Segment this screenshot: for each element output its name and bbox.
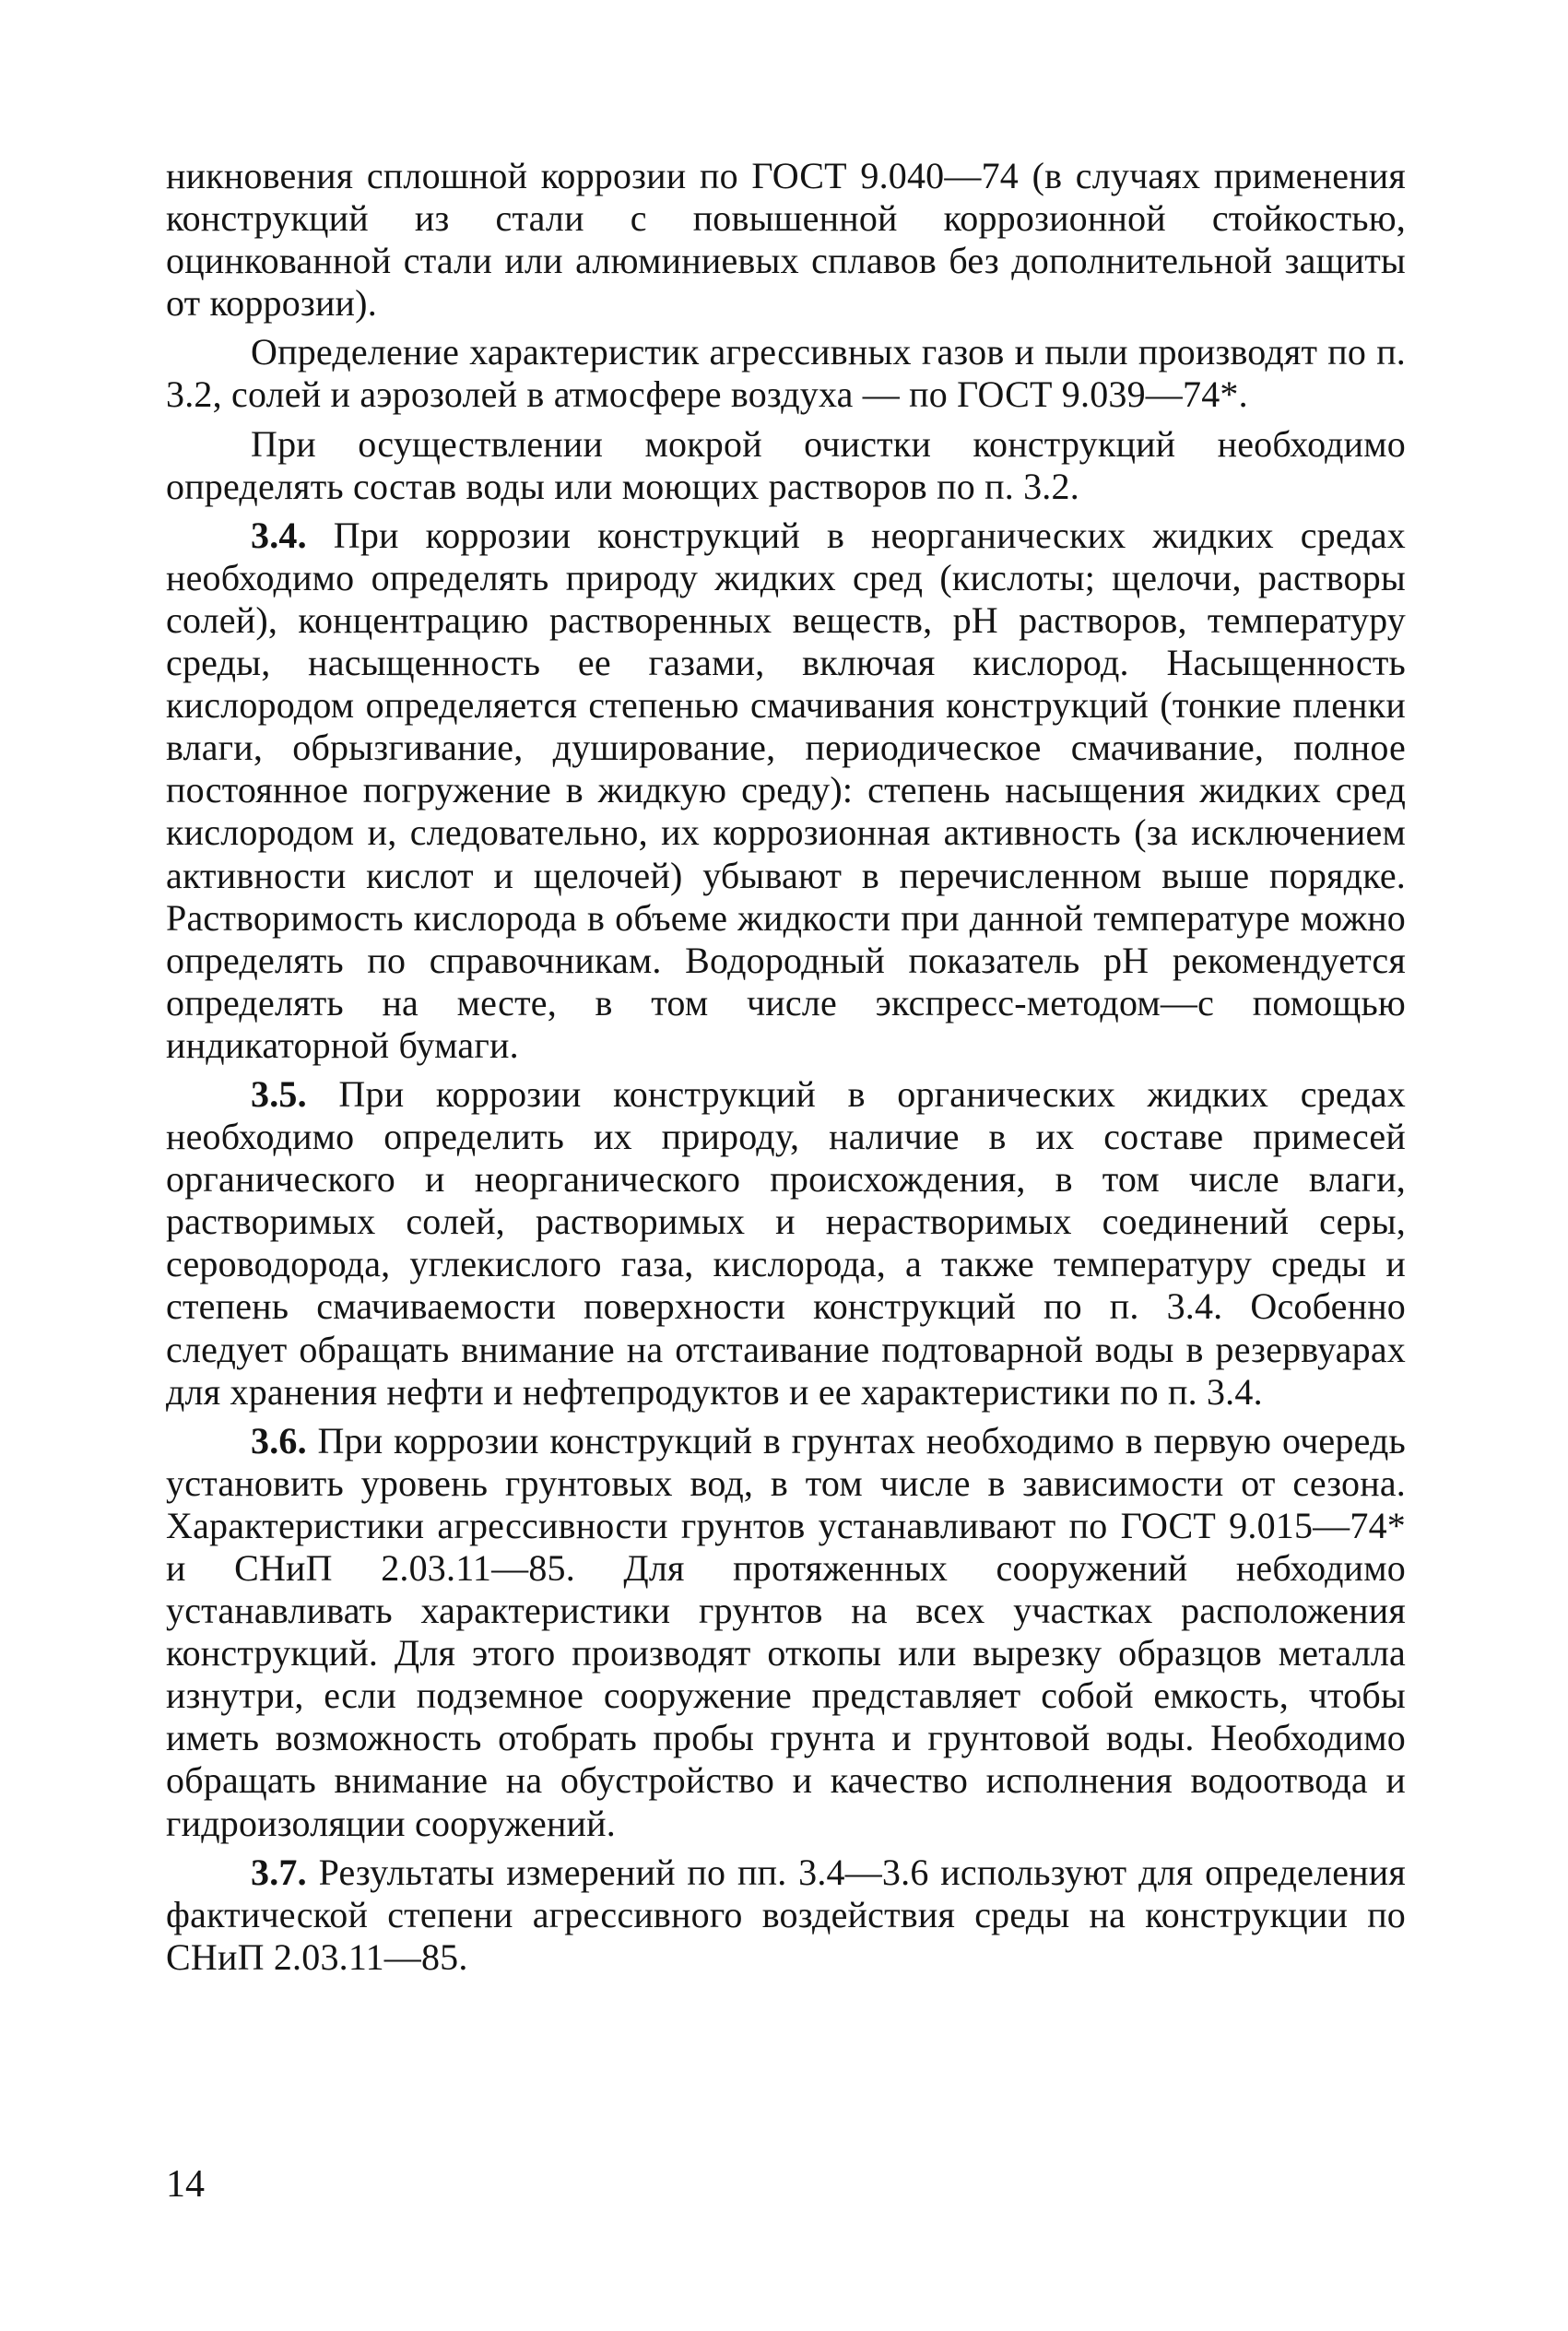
section-number: 3.6.: [251, 1419, 307, 1461]
paragraph-text: При осуществлении мокрой очистки конструкций необходимо определять состав воды или моющих растворов по п. 3.2.: [166, 422, 1406, 507]
paragraph-text: При коррозии конструкций в грунтах необходимо в первую очередь установить уровень грунтовых вод, в том числе в зависимости от сезона. Характеристики агрессивности грунтов устанавливают по ГОСТ 9.015—74* и СНиП 2.03.11—85. Для протяженных сооружений небходимо устанавливать характеристики грунтов на всех участках расположения конструкций. Для этого производят откопы или вырезку образцов металла изнутри, если подземное сооружение представляет собой емкость, чтобы иметь возможность отобрать пробы грунта и грунтовой воды. Необходимо обращать внимание на обустройство и качество исполнения водоотвода и гидроизоляции сооружений.: [166, 1419, 1406, 1844]
paragraph-continuation: [166, 155, 1406, 325]
paragraph-wet-cleaning: [166, 423, 1406, 508]
section-number: 3.7.: [251, 1851, 307, 1893]
section-3-6: [166, 1420, 1406, 1845]
section-3-5: [166, 1073, 1406, 1414]
paragraph-text: При коррозии конструкций в органических жидких средах необходимо определить их природу, наличие в их составе примесей органического и неорганического происхождения, в том числе влаги, растворимых солей, растворимых и нерастворимых соединений серы, сероводорода, углекислого газа, кислорода, а также температуру среды и степень смачиваемости поверхности конструкций по п. 3.4. Особенно следует обращать внимание на отстаивание подтоварной воды в резервуарах для хранения нефти и нефтепродуктов и ее характеристики по п. 3.4.: [166, 1072, 1406, 1413]
body-text: [166, 155, 1406, 1979]
section-number: 3.5.: [251, 1072, 307, 1115]
section-3-7: [166, 1852, 1406, 1979]
section-3-4: [166, 515, 1406, 1067]
page-number: 14: [166, 2163, 205, 2206]
section-number: 3.4.: [251, 514, 307, 556]
paragraph-text: Определение характеристик агрессивных газов и пыли производят по п. 3.2, солей и аэрозолей в атмосфере воздуха — по ГОСТ 9.039—74*.: [166, 331, 1406, 416]
paragraph-text: никновения сплошной коррозии по ГОСТ 9.040—74 (в случаях применения конструкций из стали с повышенной коррозионной стойкостью, оцинкованной стали или алюминиевых сплавов без дополнительной защиты от коррозии).: [166, 155, 1406, 325]
paragraph-gas-dust: [166, 331, 1406, 416]
paragraph-text: При коррозии конструкций в неорганических жидких средах необходимо определять природу жидких сред (кислоты; щелочи, растворы солей), концентрацию растворенных веществ, pH растворов, температуру среды, насыщенность ее газами, включая кислород. Насыщенность кислородом определяется степенью смачивания конструкций (тонкие пленки влаги, обрызгивание, душирование, периодическое смачивание, полное постоянное погружение в жидкую среду): степень насыщения жидких сред кислородом и, следовательно, их коррозионная активность (за исключением активности кислот и щелочей) убывают в перечисленном выше порядке. Растворимость кислорода в объеме жидкости при данной температуре можно определять по справочникам. Водородный показатель pH рекомендуется определять на месте, в том числе экспресс-методом—с помощью индикаторной бумаги.: [166, 514, 1407, 1066]
paragraph-text: Результаты измерений по пп. 3.4—3.6 используют для определения фактической степени агрессивного воздействия среды на конструкции по СНиП 2.03.11—85.: [166, 1851, 1406, 1978]
